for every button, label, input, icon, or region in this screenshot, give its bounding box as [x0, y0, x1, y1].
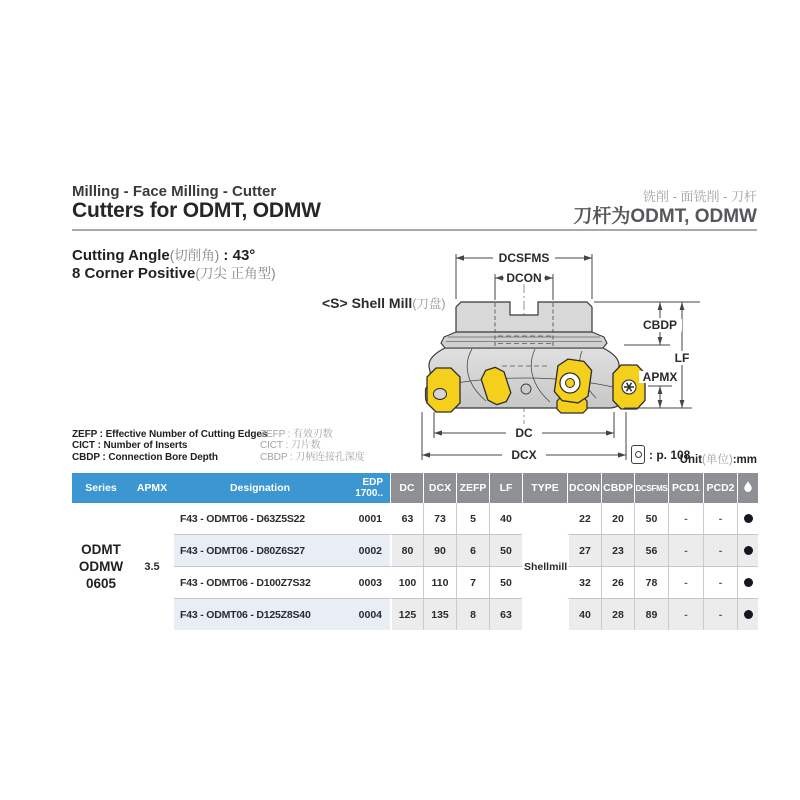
legend-zefp-zh: ZEFP : 有效刃数	[260, 429, 333, 440]
table-row	[72, 566, 758, 598]
cell-cbdp: 20	[601, 503, 634, 534]
shell-mill-drawing	[330, 248, 760, 472]
shell-mill-caption-en: <S> Shell Mill	[322, 295, 413, 311]
cell-lf: 40	[489, 503, 522, 534]
cell-dcon: 40	[567, 598, 601, 630]
coolant-dot	[744, 610, 753, 619]
legend-zefp-en: ZEFP : Effective Number of Cutting Edges	[72, 429, 268, 440]
title-divider	[72, 229, 757, 231]
legend-row-zefp	[72, 429, 365, 440]
cell-designation: F43 - ODMT06 - D63Z5S22	[180, 512, 305, 525]
cell-dcsfms: 89	[634, 598, 668, 630]
dim-label-apmx: APMX	[642, 369, 678, 384]
cell-designation: F43 - ODMT06 - D80Z6S27	[174, 534, 346, 566]
col-header-coolant	[737, 473, 758, 503]
breadcrumb-zh: 铣削 - 面铣削 - 刀杆	[642, 189, 757, 204]
coolant-dot	[744, 546, 753, 555]
table-row	[72, 503, 758, 534]
cell-zefp: 6	[456, 534, 489, 566]
table-header-row	[72, 473, 758, 503]
cutting-angle-label: Cutting Angle	[72, 247, 170, 264]
corner-positive-label: 8 Corner Positive	[72, 265, 196, 282]
page-title-zh: 刀杆为ODMT, ODMW	[573, 206, 757, 227]
cell-dcon: 22	[567, 503, 601, 534]
cell-designation: F43 - ODMT06 - D125Z8S40	[174, 598, 346, 630]
cell-dcon: 27	[567, 534, 601, 566]
dim-label-lf: LF	[674, 351, 690, 365]
shell-mill-caption	[322, 294, 446, 312]
corner-positive-line	[72, 262, 276, 282]
cell-pcd1: -	[668, 566, 703, 598]
legend-row-cbdp	[72, 452, 365, 463]
screw-hole	[521, 384, 531, 394]
octagon-insert-icon	[631, 445, 645, 464]
cell-designation: F43 - ODMT06 - D100Z7S32	[174, 566, 346, 598]
cell-pcd1: -	[668, 503, 703, 534]
corner-positive-label-zh: (刀尖 正角型)	[195, 266, 276, 281]
cutting-angle-value: : 43°	[219, 247, 256, 264]
cell-dcx: 135	[423, 598, 456, 630]
unit-label: Unit	[679, 454, 703, 466]
col-header-pcd2: PCD2	[703, 473, 737, 503]
cell-coolant	[737, 566, 758, 598]
cutter-flange	[441, 332, 607, 348]
cell-dc: 80	[390, 534, 423, 566]
cell-apmx: 3.5	[144, 560, 160, 573]
legend-cict-en: CICT : Number of Inserts	[72, 440, 188, 452]
cutting-angle-line	[72, 244, 255, 264]
cell-series: ODMT ODMW 0605	[78, 542, 124, 591]
col-header-designation: Designation	[174, 473, 346, 503]
cell-pcd1: -	[668, 534, 703, 566]
unit-value: :mm	[732, 454, 757, 466]
cell-pcd2: -	[703, 566, 737, 598]
abbreviation-legend	[72, 429, 365, 463]
col-header-type: TYPE	[522, 473, 567, 503]
unit-note	[680, 451, 757, 467]
cell-zefp: 7	[456, 566, 489, 598]
shell-mill-caption-zh: (刀盘)	[412, 297, 446, 311]
cell-edp: 0004	[346, 598, 390, 630]
col-header-edp: EDP 1700..	[346, 473, 390, 503]
cell-dcx: 90	[423, 534, 456, 566]
cell-pcd2: -	[703, 598, 737, 630]
dim-label-dc: DC	[515, 425, 533, 440]
col-header-dc: DC	[390, 473, 423, 503]
table-row	[72, 534, 758, 566]
cell-dcsfms: 78	[634, 566, 668, 598]
insert-hole	[434, 389, 447, 400]
cell-edp: 0002	[346, 534, 390, 566]
spec-table	[72, 473, 758, 630]
cutting-angle-label-zh: (切削角)	[169, 248, 220, 263]
legend-cict-zh: CICT : 刀片数	[260, 440, 321, 452]
cell-dcx: 110	[423, 566, 456, 598]
col-header-dcsfms: DCSFMS	[634, 473, 668, 503]
legend-cbdp-en: CBDP : Connection Bore Depth	[72, 451, 218, 463]
cell-dc: 63	[390, 503, 423, 534]
page-title: Cutters for ODMT, ODMW	[72, 199, 321, 222]
col-header-dcx: DCX	[423, 473, 456, 503]
table-body	[72, 503, 758, 630]
col-header-zefp: ZEFP	[456, 473, 489, 503]
dim-label-dcsfms: DCSFMS	[498, 251, 550, 265]
table-row	[72, 598, 758, 630]
cell-coolant	[737, 598, 758, 630]
coolant-dot	[744, 514, 753, 523]
legend-row-cict	[72, 440, 365, 451]
cell-coolant	[737, 503, 758, 534]
cell-lf: 50	[489, 566, 522, 598]
unit-label-zh: (单位)	[702, 454, 733, 466]
legend-cbdp-zh: CBDP : 刀柄连接孔深度	[260, 451, 365, 463]
cell-edp: 0001	[358, 512, 382, 525]
dim-label-dcx: DCX	[511, 447, 537, 462]
cell-edp: 0003	[346, 566, 390, 598]
cell-dc: 100	[390, 566, 423, 598]
cell-lf: 63	[489, 598, 522, 630]
coolant-drop-icon	[743, 480, 753, 493]
cell-dcsfms: 56	[634, 534, 668, 566]
col-header-dcon: DCON	[567, 473, 601, 503]
coolant-dot	[744, 578, 753, 587]
cell-dcon: 32	[567, 566, 601, 598]
cell-lf: 50	[489, 534, 522, 566]
cell-pcd2: -	[703, 503, 737, 534]
cell-cbdp: 28	[601, 598, 634, 630]
cell-type: Shellmill	[522, 503, 567, 630]
cell-zefp: 5	[456, 503, 489, 534]
cell-dc: 125	[390, 598, 423, 630]
col-header-cbdp: CBDP	[601, 473, 634, 503]
cell-zefp: 8	[456, 598, 489, 630]
col-header-pcd1: PCD1	[668, 473, 703, 503]
dim-label-cbdp: CBDP	[642, 318, 678, 332]
col-header-lf: LF	[489, 473, 522, 503]
cell-cbdp: 26	[601, 566, 634, 598]
cell-dcx: 73	[423, 503, 456, 534]
dim-label-dcon: DCON	[506, 271, 542, 285]
breadcrumb: Milling - Face Milling - Cutter	[72, 183, 277, 200]
col-header-apmx: APMX	[130, 473, 174, 503]
col-header-series: Series	[72, 473, 130, 503]
cell-pcd2: -	[703, 534, 737, 566]
cell-coolant	[737, 534, 758, 566]
cell-cbdp: 23	[601, 534, 634, 566]
cell-dcsfms: 50	[634, 503, 668, 534]
page-ref-text: : p. 108	[649, 447, 691, 462]
cell-pcd1: -	[668, 598, 703, 630]
